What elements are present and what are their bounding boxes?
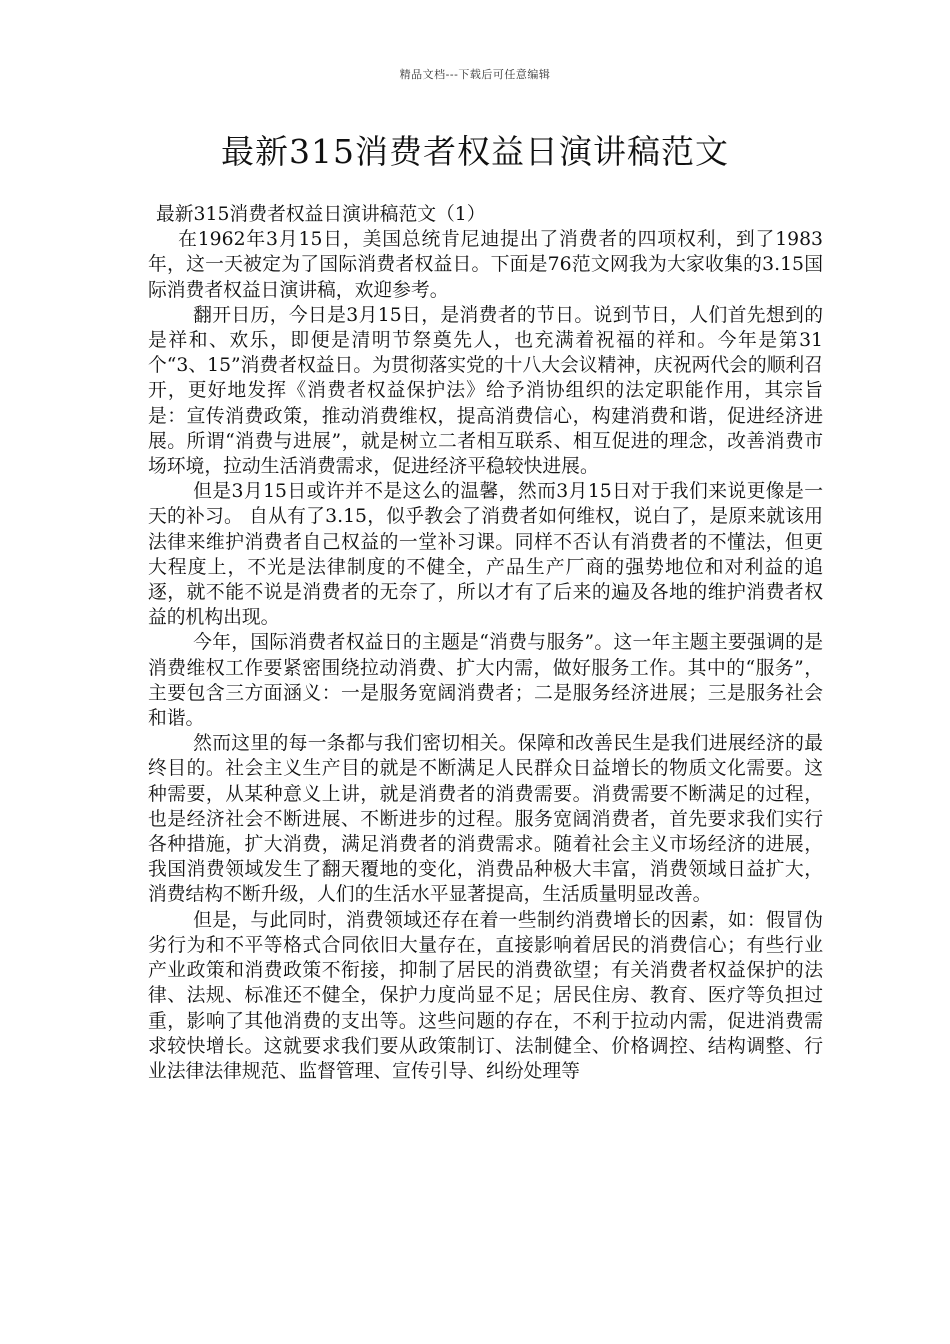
paragraph: 翻开日历，今日是3月15日，是消费者的节日。说到节日，人们首先想到的是祥和、欢乐，即便是清明节祭奠先人，也充满着祝福的祥和。今年是第31个“3、15”消费者权益日。为贯彻落实党的十八大会议精神，庆祝两代会的顺利召开，更好地发挥《消费者权益保护法》给予消协组织的法定职能作用，其宗旨是：宣传消费政策，推动消费维权，提高消费信心，构建消费和谐，促进经济进展。所谓“消费与进展”，就是树立二者相互联系、相互促进的理念，改善消费市场环境，拉动生活消费需求，促进经济平稳较快进展。 bbox=[148, 304, 823, 478]
paragraph: 但是，与此同时，消费领域还存在着一些制约消费增长的因素，如：假冒伪劣行为和不平等格式合同依旧大量存在，直接影响着居民的消费信心；有些行业产业政策和消费政策不衔接，抑制了居民的消费欲望；有关消费者权益保护的法律、法规、标准还不健全，保护力度尚显不足；居民住房、教育、医疗等负担过重，影响了其他消费的支出等。这些问题的存在，不利于拉动内需，促进消费需求较快增长。这就要求我们要从政策制订、法制健全、价格调控、结构调整、行业法律法律规范、监督管理、宣传引导、纠纷处理等 bbox=[148, 909, 823, 1082]
paragraph: 然而这里的每一条都与我们密切相关。保障和改善民生是我们进展经济的最终目的。社会主义生产目的就是不断满足人民群众日益增长的物质文化需要。这种需要，从某种意义上讲，就是消费者的消费需要。消费需要不断满足的过程，也是经济社会不断进展、不断进步的过程。服务宽阔消费者，首先要求我们实行各种措施，扩大消费，满足消费者的消费需求。随着社会主义市场经济的进展，我国消费领域发生了翻天覆地的变化，消费品种极大丰富，消费领域日益扩大，消费结构不断升级，人们的生活水平显著提高，生活质量明显改善。 bbox=[148, 733, 823, 906]
document-title: 最新315消费者权益日演讲稿范文 bbox=[221, 132, 729, 171]
section-subtitle: 最新315消费者权益日演讲稿范文（1） bbox=[156, 204, 486, 225]
header-note: 精品文档---下载后可任意编辑 bbox=[399, 68, 551, 81]
paragraph: 在1962年3月15日，美国总统肯尼迪提出了消费者的四项权利，到了1983年，这一天被定为了国际消费者权益日。下面是76范文网我为大家收集的3.15国际消费者权益日演讲稿，欢迎参考。 bbox=[148, 229, 823, 301]
paragraph: 但是3月15日或许并不是这么的温馨，然而3月15日对于我们来说更像是一天的补习。 自从有了3.15，似乎教会了消费者如何维权，说白了，是原来就该用法律来维护消费者自己权益的一堂补习课。同样不否认有消费者的不懂法，但更大程度上，不光是法律制度的不健全，产品生产厂商的强势地位和对利益的追逐，就不能不说是消费者的无奈了，所以才有了后来的遍及各地的维护消费者权益的机构出现。 bbox=[148, 481, 823, 629]
document-body bbox=[148, 202, 823, 1084]
paragraph: 今年，国际消费者权益日的主题是“消费与服务”。这一年主题主要强调的是消费维权工作要紧密围绕拉动消费、扩大内需，做好服务工作。其中的“服务”，主要包含三方面涵义：一是服务宽阔消费者；二是服务经济进展；三是服务社会和谐。 bbox=[148, 632, 823, 730]
